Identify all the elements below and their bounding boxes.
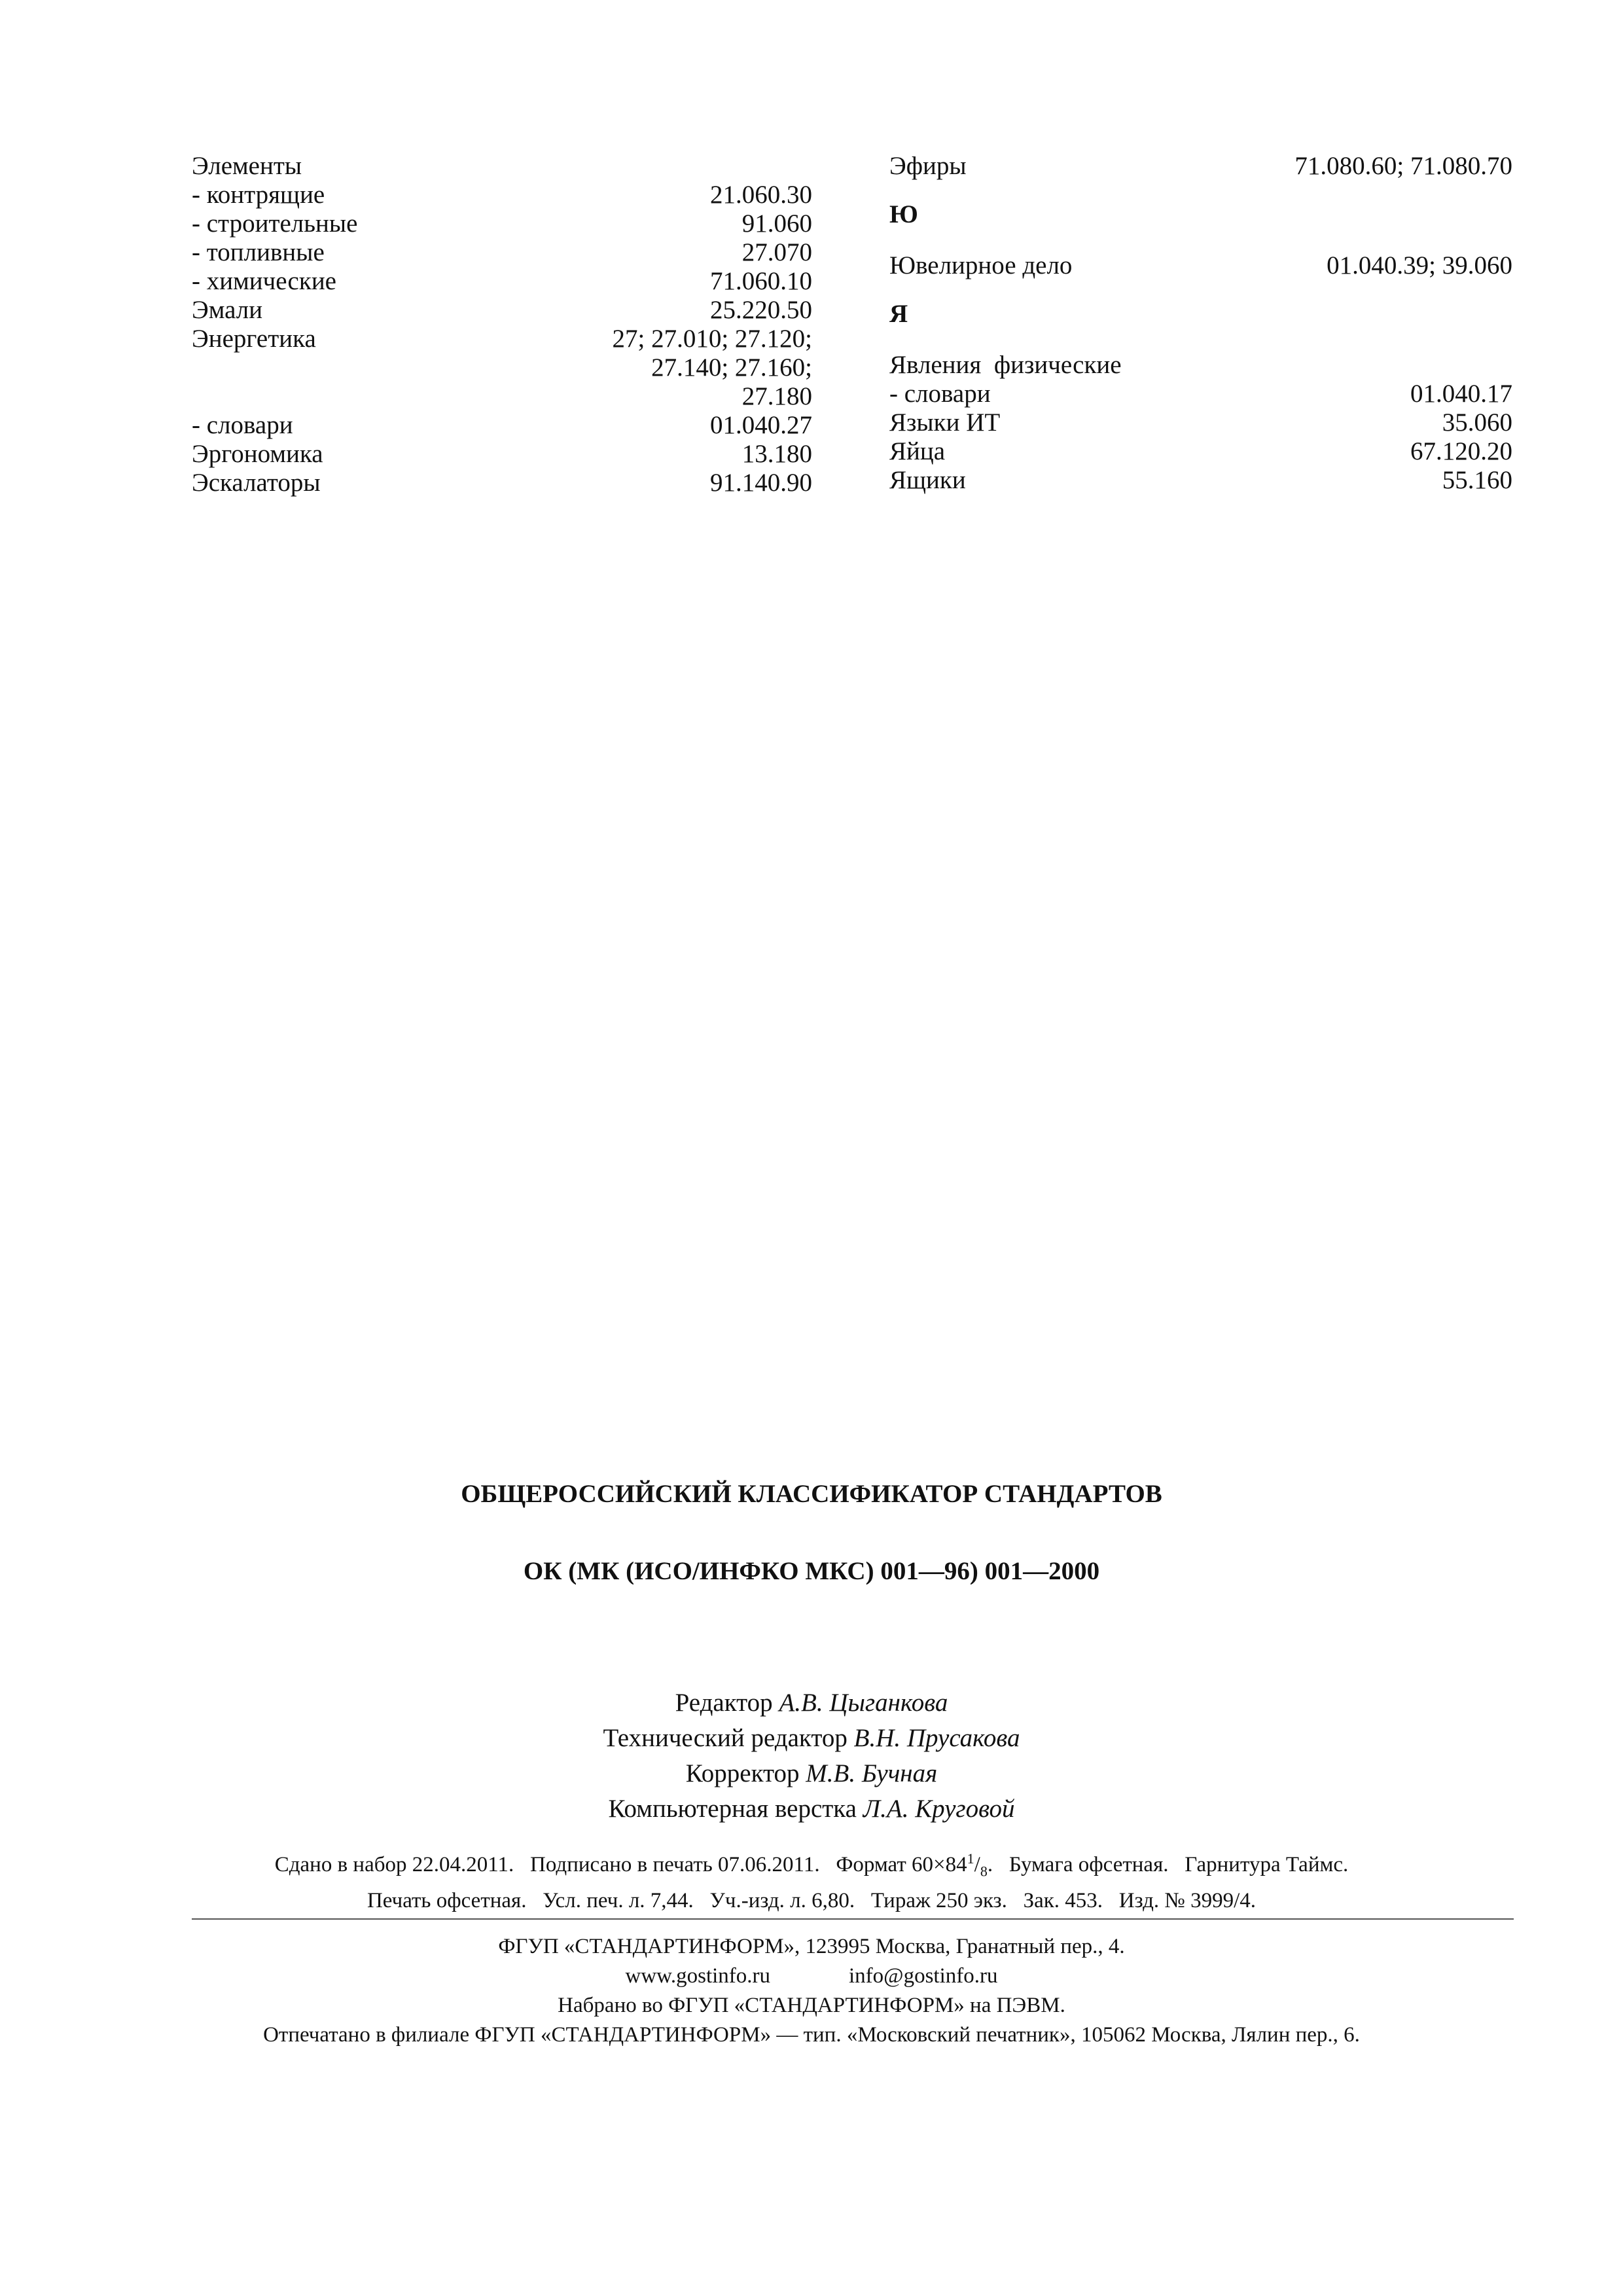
index-entry: [192, 238, 812, 267]
credit-name: М.В. Бучная: [806, 1759, 938, 1787]
index-letter-heading: Ю: [889, 200, 918, 228]
index-entry: [192, 267, 812, 296]
index-term: - словари: [192, 411, 293, 439]
index-term: Эргономика: [192, 440, 323, 468]
index-codes: 67.120.20: [1410, 437, 1512, 465]
index-codes: 27.070: [741, 238, 812, 266]
imprint-text: . Бумага офсетная. Гарнитура Таймс.: [987, 1853, 1349, 1876]
index-entry: [192, 209, 812, 238]
index-entry: [192, 152, 812, 181]
printed-note: Отпечатано в филиале ФГУП «СТАНДАРТИНФОРМ» — тип. «Московский печатник», 105062 Москва, Лялин пер., 6.: [263, 2023, 1360, 2047]
index-codes: 71.080.60; 71.080.70: [1294, 152, 1512, 180]
index-codes: 01.040.17: [1410, 380, 1512, 408]
index-codes: 71.060.10: [710, 267, 812, 295]
times-sign: ×: [933, 1853, 946, 1876]
fraction-slash: /: [974, 1853, 980, 1876]
credit-role: Компьютерная верстка: [608, 1795, 863, 1823]
credit-name: В.Н. Прусакова: [853, 1724, 1020, 1752]
index-entry: [192, 411, 812, 440]
index-codes: 01.040.39; 39.060: [1327, 251, 1512, 279]
imprint-block: [0, 1844, 1623, 1915]
classifier-code: ОК (МК (ИСО/ИНФКО МКС) 001—96) 001—2000: [523, 1557, 1100, 1585]
index-entry: [192, 325, 812, 411]
credit-name: Л.А. Круговой: [863, 1795, 1015, 1823]
imprint-line-1: [0, 1844, 1623, 1886]
website-link[interactable]: www.gostinfo.ru: [625, 1964, 771, 1988]
index-term: - топливные: [192, 238, 325, 266]
index-codes: 01.040.27: [710, 411, 812, 439]
credit-line: [0, 1756, 1623, 1791]
index-codes: 27; 27.010; 27.120; 27.140; 27.160; 27.180: [612, 325, 812, 410]
index-entry: [192, 440, 812, 469]
index-column-right: [889, 152, 1512, 495]
publisher-address: ФГУП «СТАНДАРТИНФОРМ», 123995 Москва, Гранатный пер., 4.: [498, 1935, 1125, 1958]
fraction-denominator: 8: [980, 1863, 988, 1880]
index-entry: [889, 380, 1512, 408]
typeset-note: Набрано во ФГУП «СТАНДАРТИНФОРМ» на ПЭВМ.: [558, 1994, 1065, 2017]
publisher-contacts: [0, 1962, 1623, 1991]
index-term: - строительные: [192, 209, 358, 238]
credit-role: Корректор: [685, 1759, 806, 1787]
separator-rule: [192, 1918, 1514, 1920]
index-term: Эскалаторы: [192, 469, 321, 497]
credit-name: А.В. Цыганкова: [779, 1689, 948, 1717]
index-letter-heading: Я: [889, 300, 908, 328]
index-codes: 21.060.30: [710, 181, 812, 209]
credit-role: Технический редактор: [603, 1724, 854, 1752]
credit-line: [0, 1685, 1623, 1721]
index-term: Яйца: [889, 437, 946, 465]
index-codes: 35.060: [1442, 408, 1512, 437]
index-codes: 13.180: [741, 440, 812, 468]
index-term: Энергетика: [192, 325, 316, 353]
index-codes: 91.140.90: [710, 469, 812, 497]
index-entry: [192, 469, 812, 497]
credit-line: [0, 1791, 1623, 1827]
imprint-text: Печать офсетная. Усл. печ. л. 7,44. Уч.-изд. л. 6,80. Тираж 250 экз. Зак. 453. Изд. № 3999/4.: [366, 1888, 1257, 1912]
index-entry: [889, 466, 1512, 495]
credit-line: [0, 1721, 1623, 1756]
index-entry: [889, 251, 1512, 280]
index-codes: 91.060: [741, 209, 812, 238]
index-entry: [889, 351, 1512, 380]
index-term: Ювелирное дело: [889, 251, 1073, 279]
index-codes: 25.220.50: [710, 296, 812, 324]
imprint-text: Сдано в набор 22.04.2011. Подписано в печать 07.06.2011. Формат 60: [274, 1853, 934, 1876]
index-term: - словари: [889, 380, 991, 408]
index-term: - контрящие: [192, 181, 325, 209]
index-term: Языки ИТ: [889, 408, 1001, 437]
index-term: - химические: [192, 267, 336, 295]
index-entry: [889, 408, 1512, 437]
index-entry: [192, 181, 812, 209]
classifier-title: ОБЩЕРОССИЙСКИЙ КЛАССИФИКАТОР СТАНДАРТОВ: [461, 1480, 1162, 1508]
index-term: Эфиры: [889, 152, 967, 180]
index-term: Элементы: [192, 152, 302, 180]
index-entry: [889, 437, 1512, 466]
index-entry: [889, 152, 1512, 181]
index-entry: [192, 296, 812, 325]
fraction-numerator: 1: [967, 1850, 974, 1867]
index-term: Ящики: [889, 466, 966, 494]
publisher-block: [0, 1932, 1623, 2050]
index-column-left: [192, 152, 812, 497]
imprint-text: 84: [945, 1853, 967, 1876]
index-term: Явления физические: [889, 351, 1122, 379]
credits-block: [0, 1685, 1623, 1827]
imprint-line-2: [0, 1886, 1623, 1915]
index-term: Эмали: [192, 296, 263, 324]
index-codes: 55.160: [1442, 466, 1512, 494]
credit-role: Редактор: [675, 1689, 779, 1717]
email-link[interactable]: info@gostinfo.ru: [849, 1964, 998, 1988]
